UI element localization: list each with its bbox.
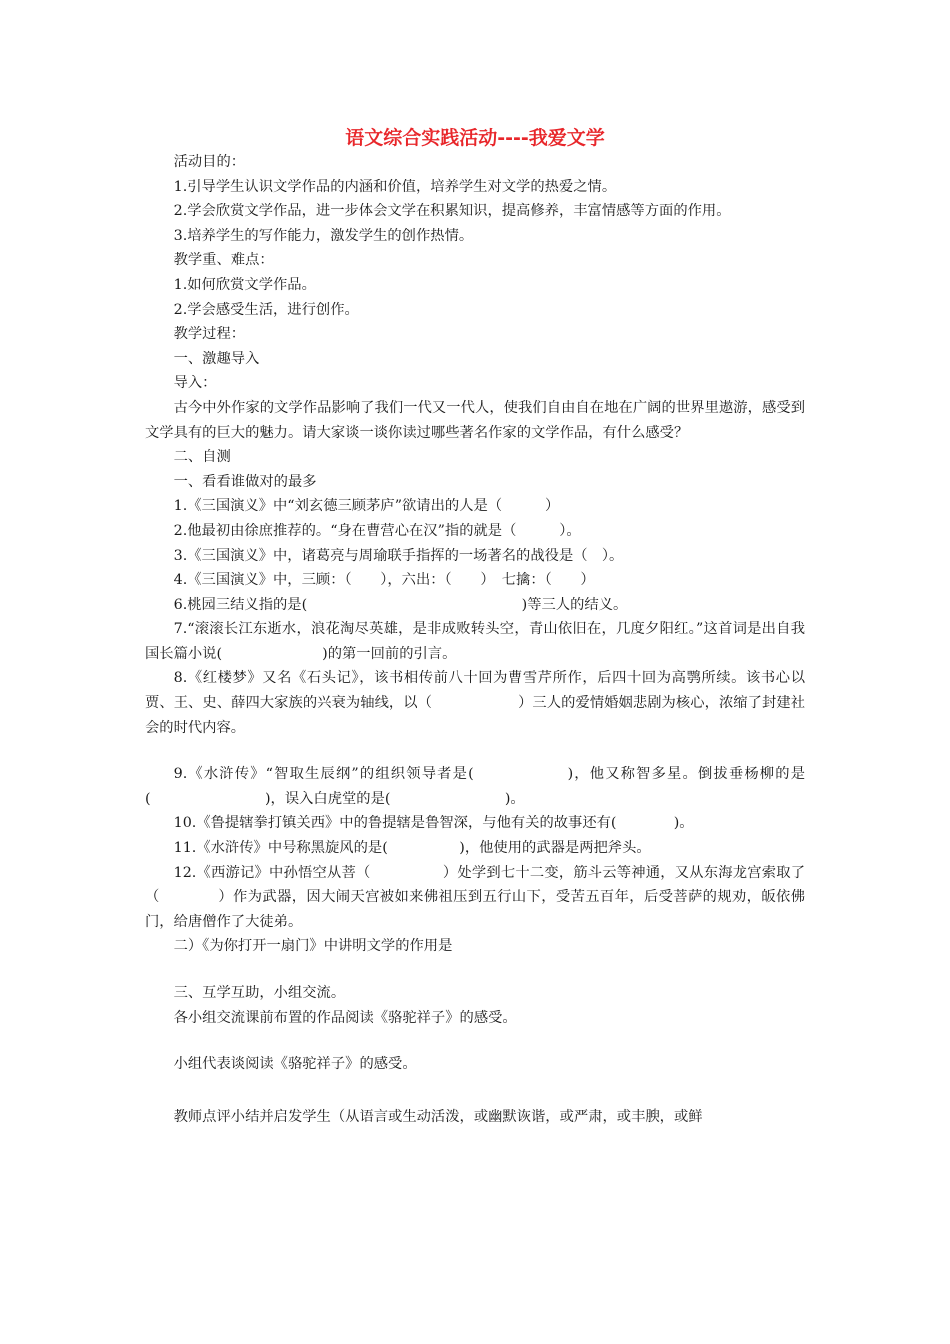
document-title: 语文综合实践活动----我爱文学 bbox=[345, 127, 605, 149]
paragraph: 活动目的： bbox=[173, 154, 246, 170]
question-item: 2.他最初由徐庶推荐的。“身在曹营心在汉”指的就是（ ）。 bbox=[173, 522, 581, 539]
question-item: 6.桃园三结义指的是( )等三人的结义。 bbox=[173, 596, 628, 613]
paragraph: 1.引导学生认识文学作品的内涵和价值，培养学生对文学的热爱之情。 bbox=[173, 178, 617, 195]
question-item: 4.《三国演义》中，三顾：（ ），六出：（ ） 七擒：（ ） bbox=[173, 572, 595, 589]
paragraph: 教师点评小结并启发学生（从语言或生动活泼，或幽默诙谐，或严肃，或丰腴，或鲜 bbox=[173, 1108, 703, 1125]
question-item: 10.《鲁提辖拳打镇关西》中的鲁提辖是鲁智深，与他有关的故事还有( )。 bbox=[173, 815, 694, 832]
spacer bbox=[145, 1030, 805, 1052]
paragraph: 二）《为你打开一扇门》中讲明文学的作用是 bbox=[173, 938, 453, 955]
paragraph: 2.学会感受生活，进行创作。 bbox=[173, 301, 359, 318]
paragraph: 三、互学互助，小组交流。 bbox=[173, 985, 346, 1001]
paragraph: 1.如何欣赏文学作品。 bbox=[173, 276, 316, 293]
paragraph: 二、自测 bbox=[173, 449, 231, 466]
paragraph: 教学重、难点： bbox=[173, 252, 274, 269]
spacer bbox=[145, 959, 805, 981]
paragraph: 3.培养学生的写作能力，激发学生的创作热情。 bbox=[173, 227, 474, 244]
paragraph: 一、激趣导入 bbox=[173, 350, 260, 367]
question-item: 8.《红楼梦》又名《石头记》，该书相传前八十回为曹雪芹所作，后四十回为高鹗所续。该书心以贾、王、史、薛四大家族的兴衰为轴线，以（ ）三人的爱情婚姻悲剧为核心，浓缩了封建社会的时代内容。 bbox=[145, 670, 805, 736]
paragraph: 一、看看谁做对的最多 bbox=[173, 473, 317, 490]
paragraph: 古今中外作家的文学作品影响了我们一代又一代人，使我们自由自在地在广阔的世界里遨游，感受到文学具有的巨大的魅力。请大家谈一谈你读过哪些著名作家的文学作品，有什么感受？ bbox=[145, 399, 805, 441]
document-body bbox=[145, 150, 805, 1129]
question-item: 3.《三国演义》中，诸葛亮与周瑜联手指挥的一场著名的战役是（ ）。 bbox=[173, 547, 624, 564]
paragraph: 导入： bbox=[173, 375, 217, 392]
paragraph: 各小组交流课前布置的作品阅读《骆驼祥子》的感受。 bbox=[173, 1009, 517, 1026]
question-item: 1.《三国演义》中“刘玄德三顾茅庐”欲请出的人是（ ） bbox=[173, 498, 560, 515]
question-item: 9.《水浒传》“智取生辰纲”的组织领导者是( )，他又称智多星。倒拔垂杨柳的是( )，误入白虎堂的是( )。 bbox=[145, 766, 805, 807]
paragraph: 小组代表谈阅读《骆驼祥子》的感受。 bbox=[173, 1056, 417, 1073]
question-item: 11.《水浒传》中号称黑旋风的是( )，他使用的武器是两把斧头。 bbox=[173, 840, 651, 857]
question-item: 7.“滚滚长江东逝水，浪花淘尽英雄，是非成败转头空，青山依旧在，几度夕阳红。”这首词是出自我国长篇小说( )的第一回前的引言。 bbox=[145, 621, 805, 662]
spacer bbox=[145, 740, 805, 762]
paragraph: 2.学会欣赏文学作品，进一步体会文学在积累知识，提高修养，丰富情感等方面的作用。 bbox=[173, 203, 731, 220]
spacer bbox=[145, 1077, 805, 1105]
question-item: 12.《西游记》中孙悟空从菩（ ）处学到七十二变，筋斗云等神通，又从东海龙宫索取了（ ）作为武器，因大闹天宫被如来佛祖压到五行山下，受苦五百年，后受菩萨的规劝，皈依佛门，给唐僧作了大徒弟。 bbox=[145, 864, 805, 930]
paragraph: 教学过程： bbox=[173, 326, 246, 343]
